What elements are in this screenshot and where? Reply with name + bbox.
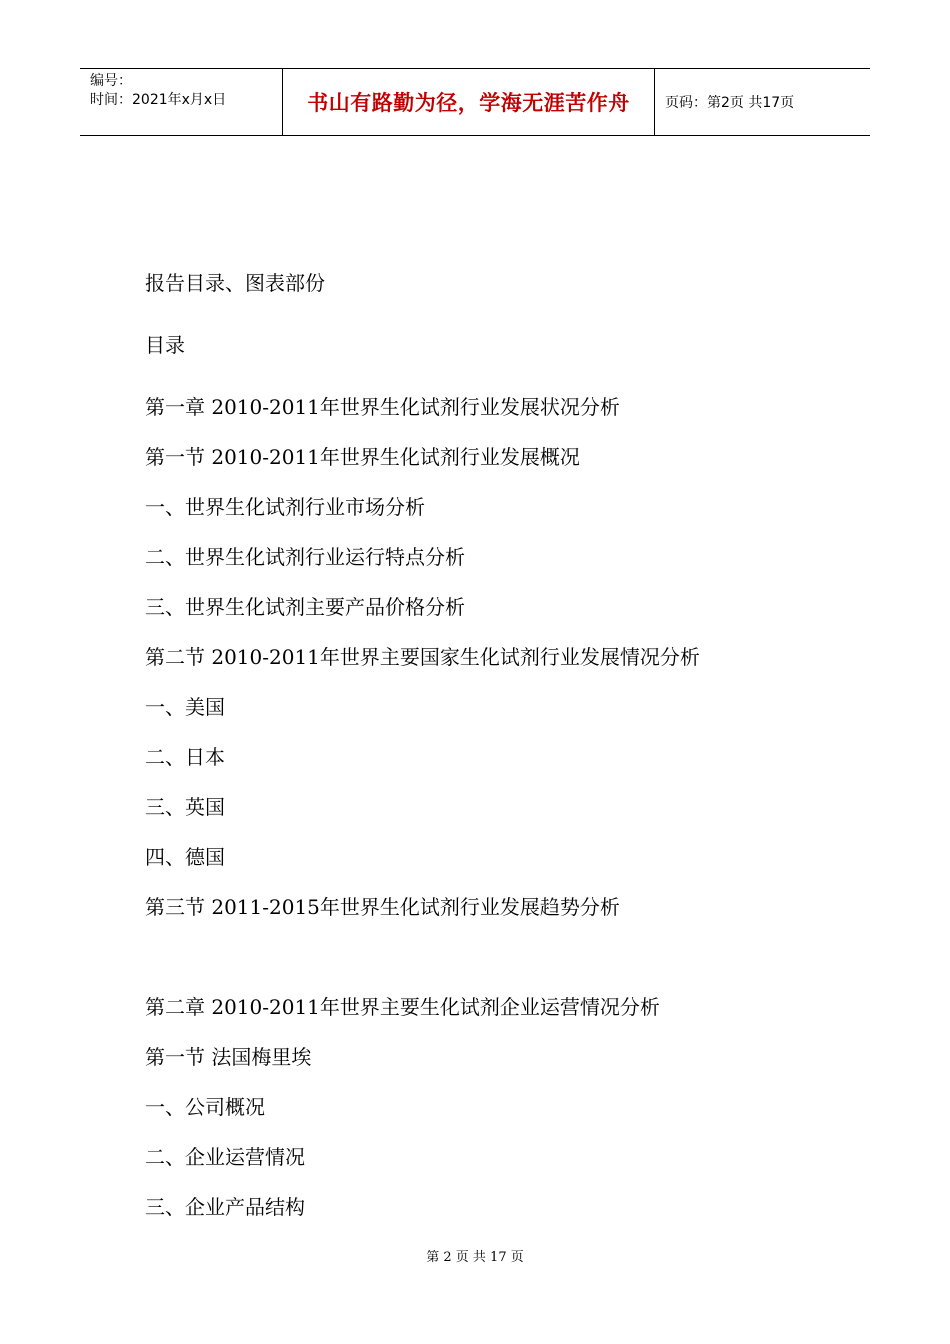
toc-line: 三、英国 xyxy=(145,795,225,819)
toc-line: 一、美国 xyxy=(145,695,225,719)
toc-line: 二、企业运营情况 xyxy=(145,1145,305,1169)
page-footer: 第 2 页 共 17 页 xyxy=(426,1250,524,1265)
toc-line: 一、公司概况 xyxy=(145,1095,265,1119)
toc-line: 二、世界生化试剂行业运行特点分析 xyxy=(145,545,465,569)
toc-line: 二、日本 xyxy=(145,745,225,769)
toc-line: 三、企业产品结构 xyxy=(145,1195,305,1219)
toc-line: 第二节 2010-2011年世界主要国家生化试剂行业发展情况分析 xyxy=(145,645,700,669)
section-title: 报告目录、图表部份 xyxy=(145,271,325,295)
toc-line: 第一节 法国梅里埃 xyxy=(145,1045,312,1069)
toc-line: 三、世界生化试剂主要产品价格分析 xyxy=(145,595,465,619)
toc-title: 目录 xyxy=(145,333,185,357)
header-motto: 书山有路勤为径，学海无涯苦作舟 xyxy=(282,69,655,135)
toc-line: 第一章 2010-2011年世界生化试剂行业发展状况分析 xyxy=(145,395,620,419)
header-page-info: 页码：第2页 共17页 xyxy=(665,95,795,111)
toc-line: 一、世界生化试剂行业市场分析 xyxy=(145,495,425,519)
toc-line: 四、德国 xyxy=(145,845,225,869)
toc-line: 第二章 2010-2011年世界主要生化试剂企业运营情况分析 xyxy=(145,995,660,1019)
header-meta xyxy=(80,69,282,135)
spacer xyxy=(145,936,865,986)
page-header xyxy=(80,68,870,136)
header-time: 时间：2021年x月x日 xyxy=(90,92,227,108)
toc-line: 第一节 2010-2011年世界生化试剂行业发展概况 xyxy=(145,445,580,469)
header-number: 编号： xyxy=(90,73,132,89)
document-body xyxy=(145,262,865,1236)
toc-line: 第三节 2011-2015年世界生化试剂行业发展趋势分析 xyxy=(145,895,620,919)
